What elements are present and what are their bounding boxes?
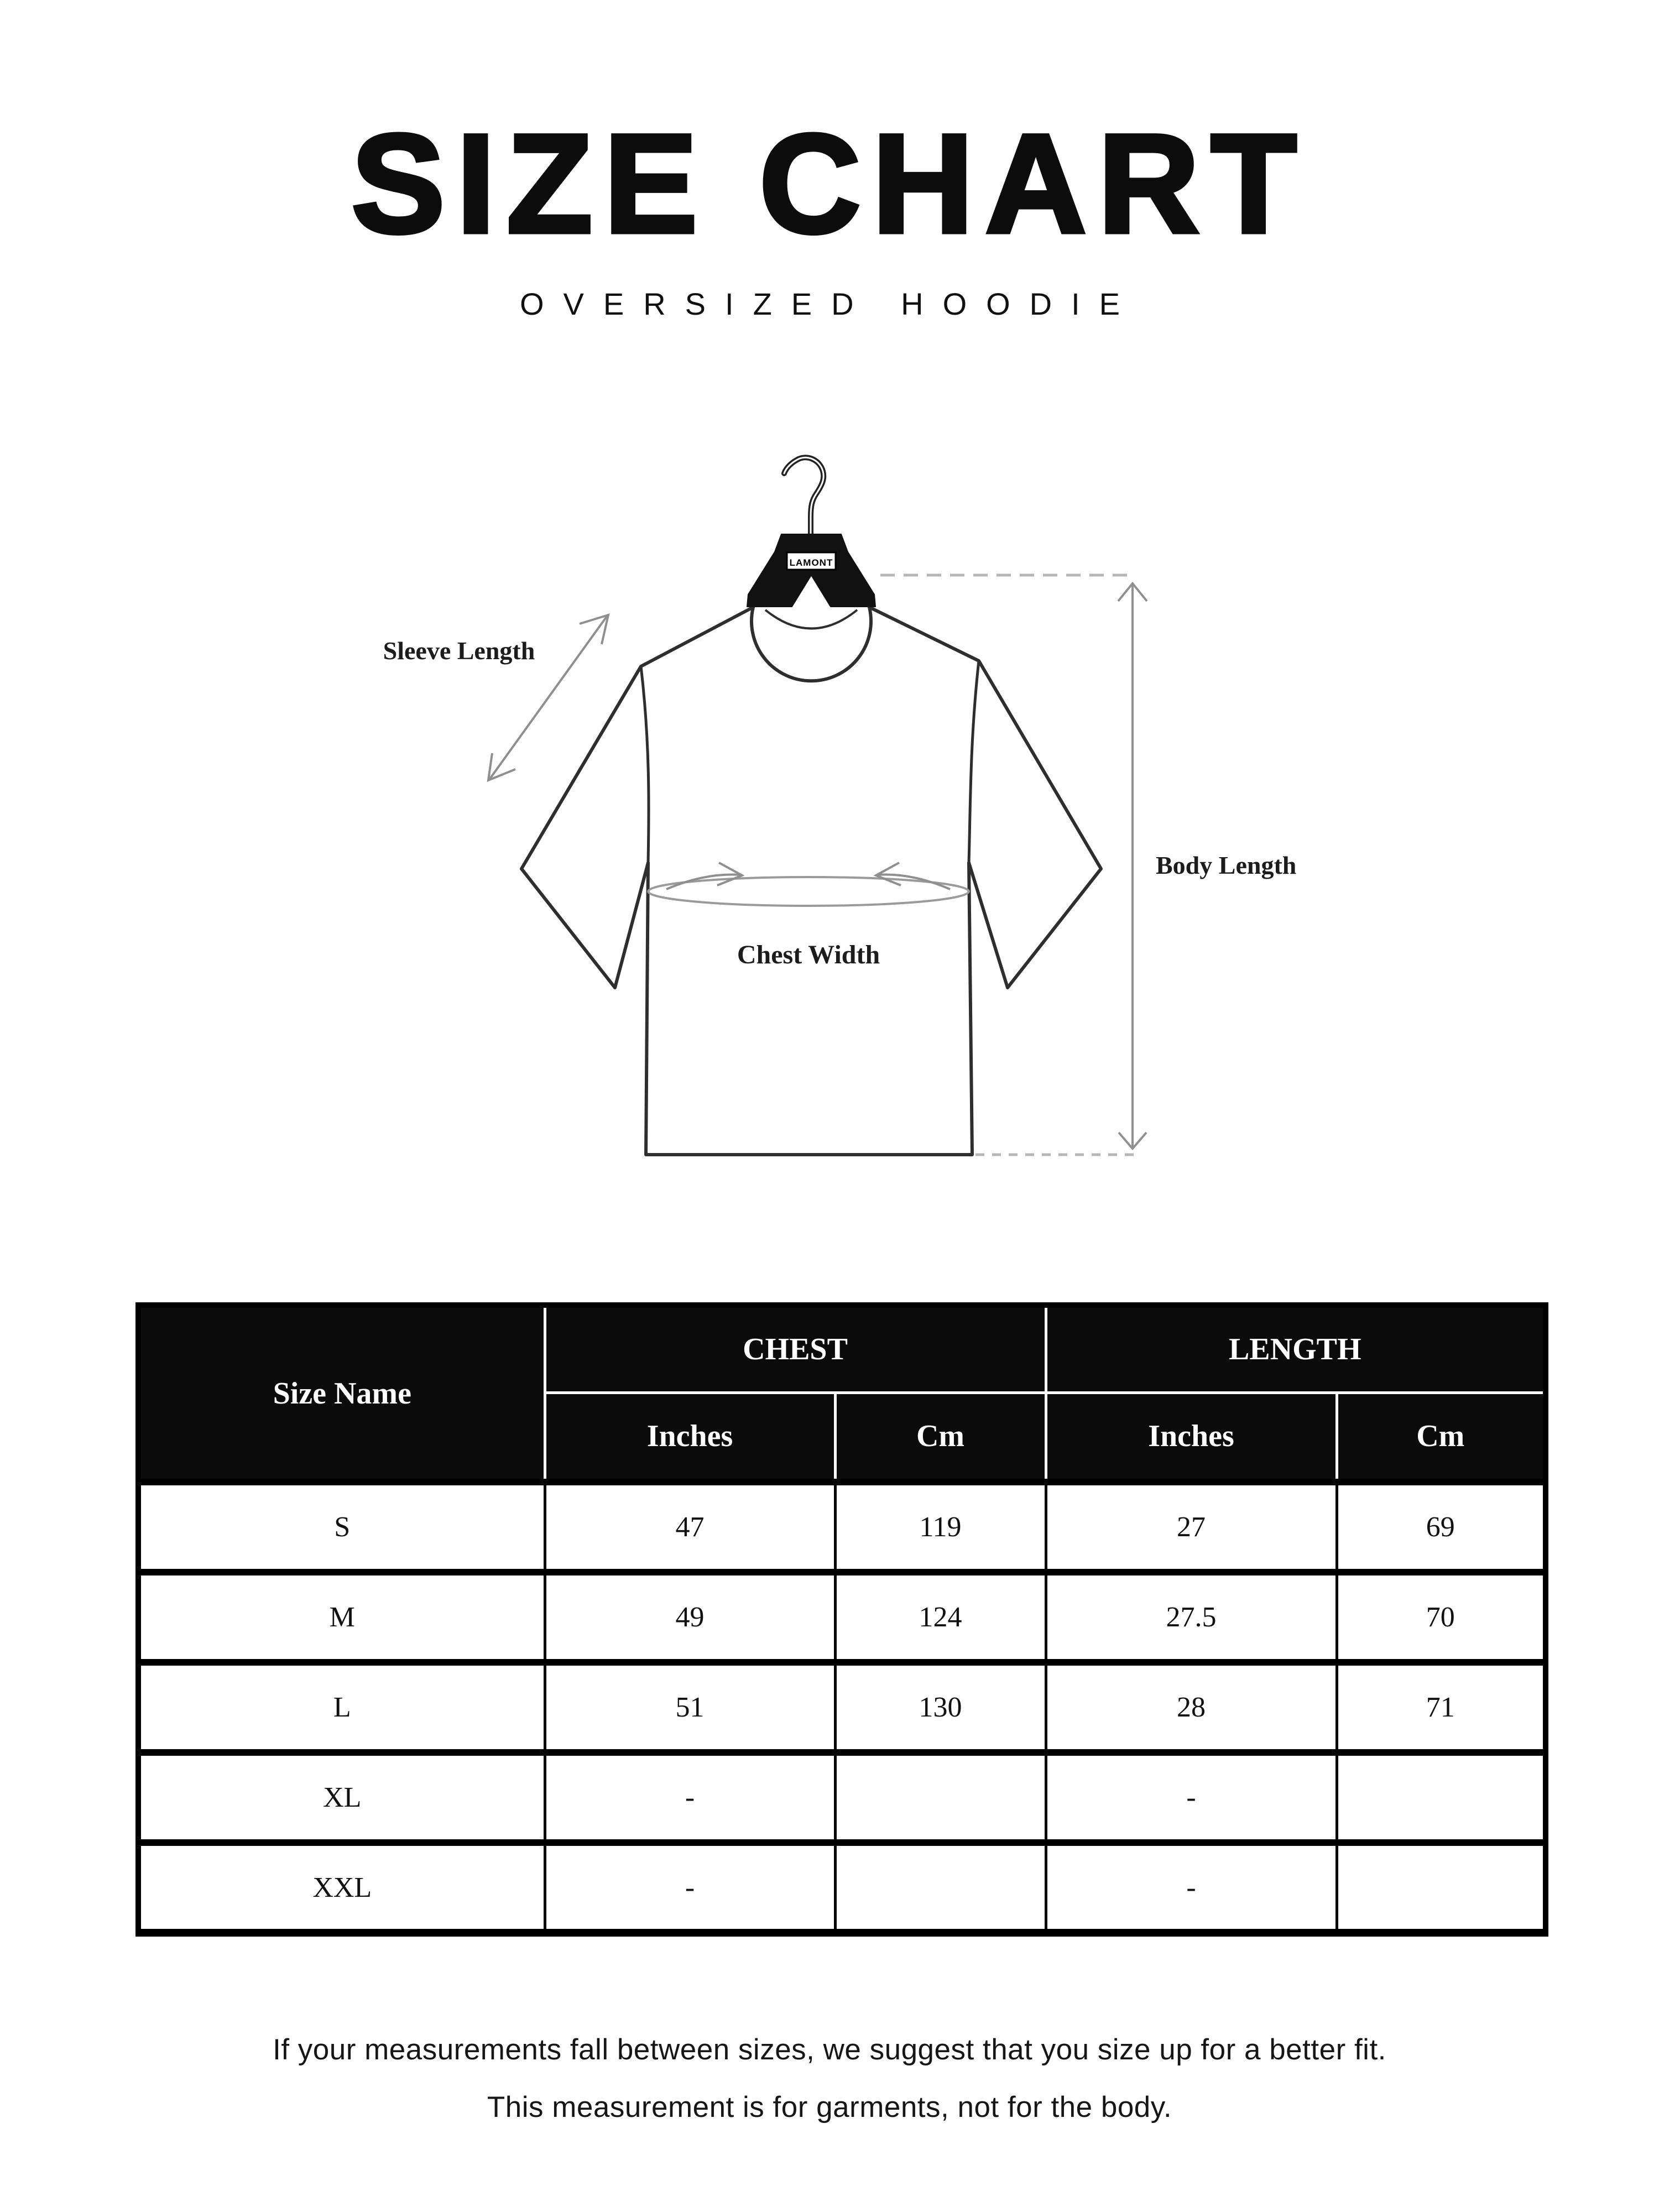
hanger-hook-inner [784, 457, 823, 539]
length-inches-cell: - [1046, 1752, 1337, 1843]
sleeve-length-label: Sleeve Length [383, 637, 535, 665]
length-cm-cell: 70 [1337, 1572, 1546, 1662]
size-cell: M [138, 1572, 545, 1662]
length-inches-cell: 28 [1046, 1662, 1337, 1752]
garment-measurement-diagram [332, 442, 1327, 1327]
col-header-length-group: LENGTH [1046, 1305, 1546, 1392]
length-inches-cell: 27 [1046, 1482, 1337, 1572]
chest-cm-cell: 130 [835, 1662, 1046, 1752]
footer-note [0, 2021, 1659, 2136]
footer-note-line1: If your measurements fall between sizes, we suggest that you size up for a better fit. [273, 2033, 1386, 2066]
table-row [138, 1572, 1546, 1662]
col-header-chest-inches: Inches [545, 1392, 835, 1482]
table-row [138, 1843, 1546, 1933]
size-cell: L [138, 1662, 545, 1752]
body-length-label: Body Length [1156, 851, 1297, 879]
size-table [135, 1302, 1548, 1937]
chest-width-label: Chest Width [737, 940, 880, 969]
chest-inches-cell: 51 [545, 1662, 835, 1752]
tshirt-outline-icon [521, 607, 1101, 1155]
size-cell: XXL [138, 1843, 545, 1933]
hanger-brand-label: LAMONT [789, 557, 833, 568]
hanger-hook-icon [784, 457, 823, 539]
col-header-length-cm: Cm [1337, 1392, 1546, 1482]
page-title: SIZE CHART [351, 105, 1308, 263]
chest-inches-cell: 47 [545, 1482, 835, 1572]
col-header-length-inches: Inches [1046, 1392, 1337, 1482]
page-subtitle: OVERSIZED HOODIE [519, 286, 1140, 321]
table-row [138, 1662, 1546, 1752]
length-inches-cell: 27.5 [1046, 1572, 1337, 1662]
chest-cm-cell: 124 [835, 1572, 1046, 1662]
table-row [138, 1482, 1546, 1572]
col-header-size-name: Size Name [138, 1305, 545, 1482]
length-cm-cell [1337, 1843, 1546, 1933]
chest-inches-cell: - [545, 1752, 835, 1843]
chest-inches-cell: - [545, 1843, 835, 1933]
chest-cm-cell: 119 [835, 1482, 1046, 1572]
size-cell: XL [138, 1752, 545, 1843]
length-cm-cell [1337, 1752, 1546, 1843]
chest-cm-cell [835, 1843, 1046, 1933]
table-header-group-row [138, 1305, 1546, 1392]
col-header-chest-group: CHEST [545, 1305, 1046, 1392]
collar-rim [765, 610, 857, 629]
table-row [138, 1752, 1546, 1843]
footer-note-line2: This measurement is for garments, not for the body. [487, 2091, 1172, 2124]
length-inches-cell: - [1046, 1843, 1337, 1933]
length-cm-cell: 71 [1337, 1662, 1546, 1752]
chest-inches-cell: 49 [545, 1572, 835, 1662]
col-header-chest-cm: Cm [835, 1392, 1046, 1482]
size-cell: S [138, 1482, 545, 1572]
length-cm-cell: 69 [1337, 1482, 1546, 1572]
chest-cm-cell [835, 1752, 1046, 1843]
